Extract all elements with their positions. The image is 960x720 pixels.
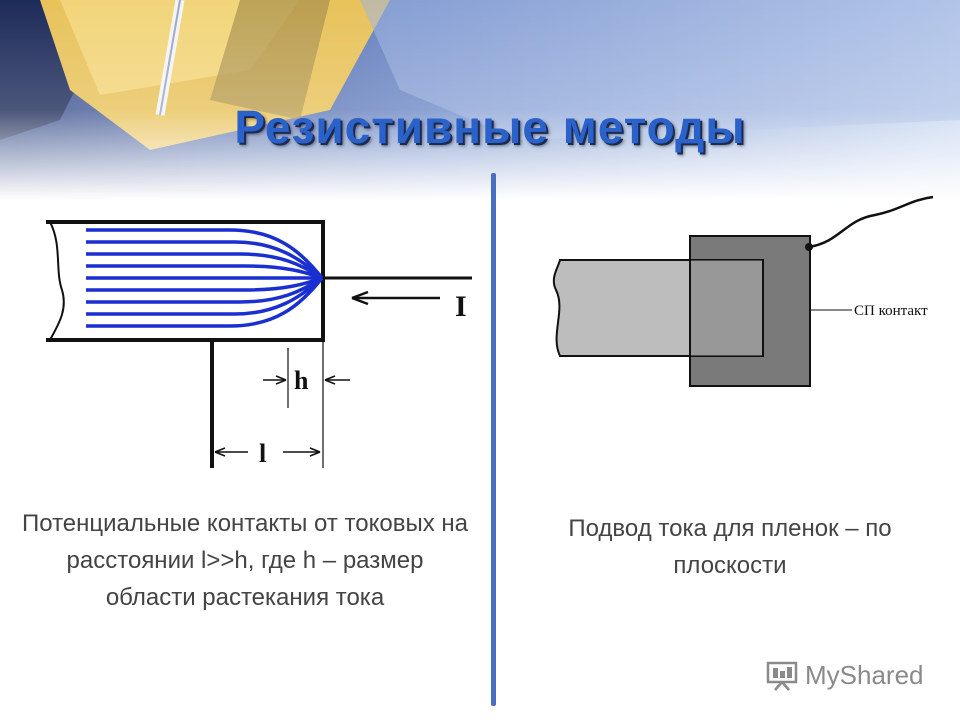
watermark [765, 655, 945, 695]
lead-wire [809, 197, 933, 247]
bar-break-line [50, 222, 64, 340]
film-contact-diagram [500, 170, 950, 410]
contact-label: СП контакт [854, 303, 928, 319]
slide-title: Резистивные методы [234, 101, 746, 153]
column-divider [491, 173, 496, 706]
overlap-region [690, 260, 763, 356]
current-label: I [455, 290, 467, 323]
h-label: h [294, 366, 309, 395]
bar-outline [46, 222, 323, 340]
left-caption: Потенциальные контакты от токовых на расстоянии l>>h, где h – размер области растекания тока [22, 510, 468, 611]
current-flow-lines [86, 230, 322, 326]
watermark-text: MyShared [805, 659, 924, 690]
right-caption: Подвод тока для пленок – по плоскости [568, 515, 892, 579]
presentation-screen-icon [765, 658, 799, 692]
l-label: l [259, 439, 267, 468]
current-spreading-diagram [0, 0, 490, 480]
